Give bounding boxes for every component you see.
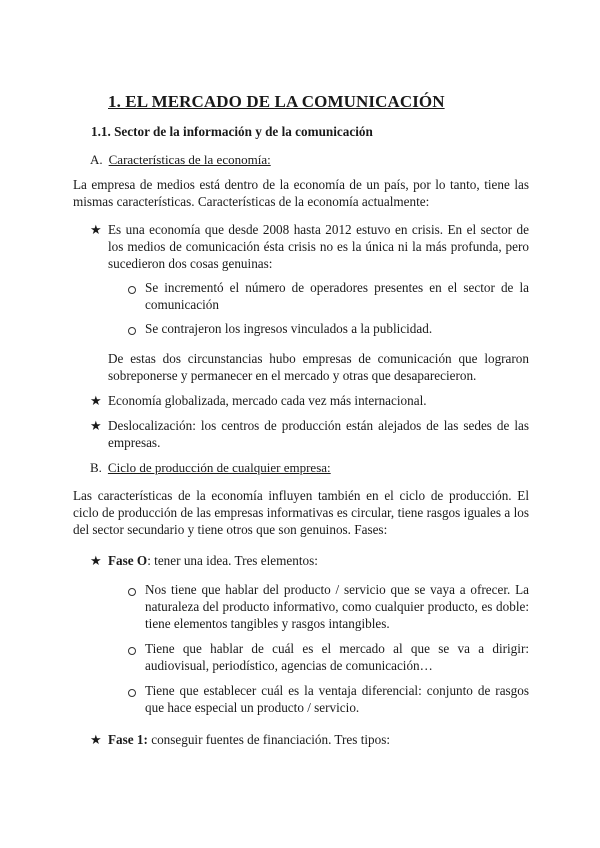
circle-bullet-icon bbox=[128, 647, 136, 655]
section-b-paragraph: Las características de la economía influyen también en el ciclo de producción. El ciclo de producción de las empresas informativas es circular, tiene rasgos iguales a los del sector secundario y tiene otros que son genuinos. Fases: bbox=[73, 488, 529, 537]
intro-paragraph: La empresa de medios está dentro de la economía de un país, por lo tanto, tiene las mismas características. Características de la economía actualmente: bbox=[73, 177, 529, 209]
sub-bullet-2-text: Se contrajeron los ingresos vinculados a la publicidad. bbox=[145, 321, 433, 336]
star-bullet-icon: ★ bbox=[90, 553, 102, 568]
sub-bullet-3-text: Nos tiene que hablar del producto / servicio que se vaya a ofrecer. La naturaleza del producto informativo, como cualquier producto, es doble: tiene elementos tangibles y rasgos intangibles. bbox=[145, 582, 529, 631]
section-b-heading bbox=[90, 460, 331, 476]
fase-1-text: conseguir fuentes de financiación. Tres tipos: bbox=[147, 732, 391, 747]
fase-1-item bbox=[108, 731, 529, 748]
star-bullet-icon: ★ bbox=[90, 732, 102, 747]
circle-bullet-icon bbox=[128, 588, 136, 596]
after-sub-bullets-paragraph: De estas dos circunstancias hubo empresas de comunicación que lograron sobreponerse y permanecer en el mercado y otras que desaparecieron. bbox=[108, 351, 529, 383]
circle-bullet-icon bbox=[128, 327, 136, 335]
bullet-1-text: Es una economía que desde 2008 hasta 2012 estuvo en crisis. En el sector de los medios de comunicación ésta crisis no es la única ni la más profunda, pero sucedieron dos cosas genuinas: bbox=[108, 222, 529, 271]
section-a-title: Características de la economía: bbox=[108, 152, 271, 167]
sub-bullet-4-text: Tiene que hablar de cuál es el mercado al que se va a dirigir: audiovisual, periodístico, agencias de comunicación… bbox=[145, 641, 529, 673]
circle-bullet-icon bbox=[128, 286, 136, 294]
section-b-title: Ciclo de producción de cualquier empresa: bbox=[107, 460, 331, 475]
fase-1-label: Fase 1: bbox=[108, 732, 148, 747]
heading-1: 1. EL MERCADO DE LA COMUNICACIÓN bbox=[108, 92, 445, 111]
section-b-letter: B. bbox=[90, 460, 102, 475]
heading-2: 1.1. Sector de la información y de la comunicación bbox=[91, 124, 373, 139]
fase-0-label: Fase O bbox=[108, 553, 148, 568]
bullet-3-text: Deslocalización: los centros de producción están alejados de las sedes de las empresas. bbox=[108, 418, 529, 450]
star-bullet-icon: ★ bbox=[90, 222, 102, 237]
section-a-heading bbox=[90, 152, 271, 168]
bullet-2-text: Economía globalizada, mercado cada vez más internacional. bbox=[108, 393, 427, 408]
star-bullet-icon: ★ bbox=[90, 418, 102, 433]
sub-bullet-5-text: Tiene que establecer cuál es la ventaja diferencial: conjunto de rasgos que hace especial un producto / servicio. bbox=[145, 683, 529, 715]
fase-0-item bbox=[108, 552, 529, 569]
fase-0-text: : tener una idea. Tres elementos: bbox=[147, 553, 318, 568]
section-a-letter: A. bbox=[90, 152, 103, 167]
star-bullet-icon: ★ bbox=[90, 393, 102, 408]
circle-bullet-icon bbox=[128, 689, 136, 697]
sub-bullet-1-text: Se incrementó el número de operadores presentes en el sector de la comunicación bbox=[145, 280, 529, 312]
